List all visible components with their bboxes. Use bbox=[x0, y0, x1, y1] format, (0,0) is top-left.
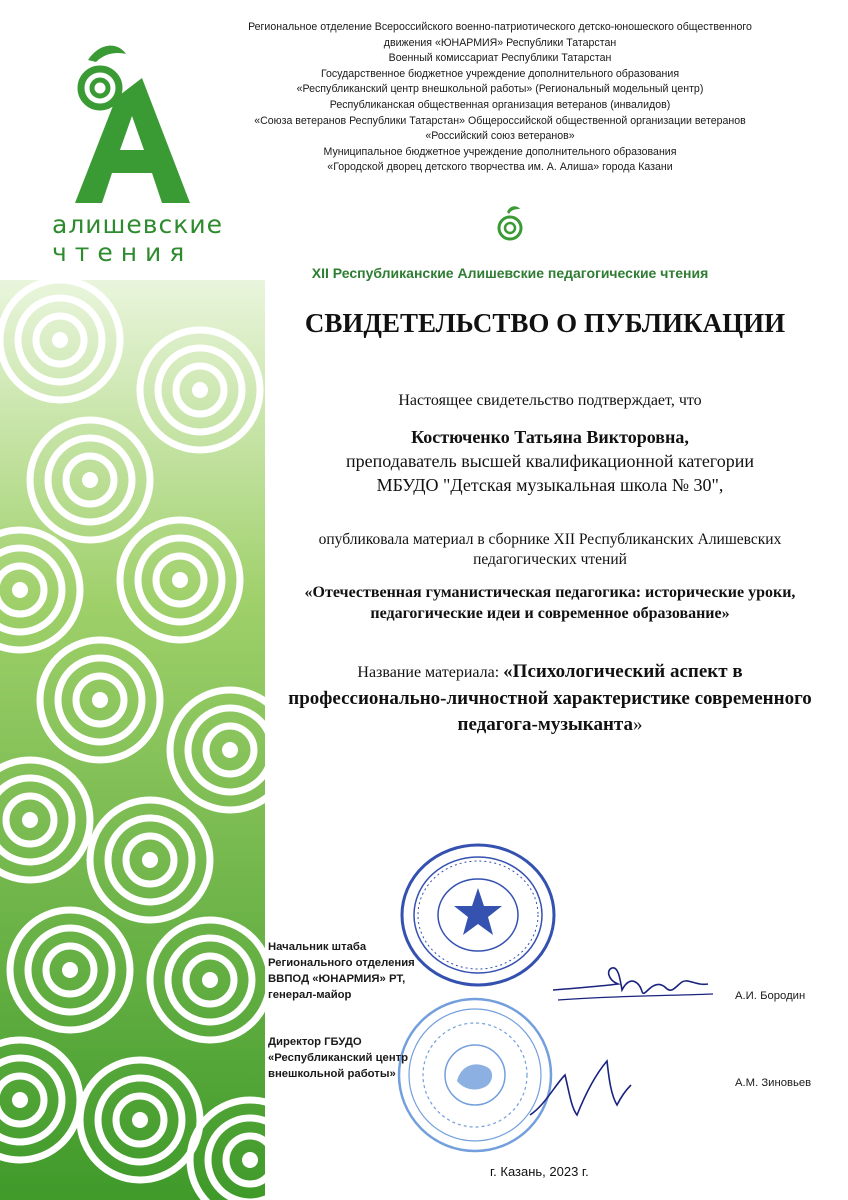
signer1-name: А.И. Бородин bbox=[735, 990, 806, 1002]
signer1-role-line: ВВПОД «ЮНАРМИЯ» РТ, bbox=[268, 973, 406, 985]
header-org-line: «Российский союз ветеранов» bbox=[425, 130, 575, 143]
header-org-line: «Городской дворец детского творчества им. А. Алиша» города Казани bbox=[327, 161, 673, 174]
signer2-role bbox=[268, 1034, 408, 1082]
signer2-name: А.М. Зиновьев bbox=[735, 1077, 812, 1089]
header-organizations bbox=[200, 20, 800, 176]
signer2-role-line: «Республиканский центр bbox=[268, 1052, 409, 1064]
yunarmiya-stamp bbox=[398, 840, 558, 990]
material-line-1 bbox=[260, 659, 840, 686]
material-closing-quote: » bbox=[632, 714, 643, 735]
person-name: Костюченко Татьяна Викторовна, bbox=[411, 427, 689, 447]
confirmation-text: Настоящее свидетельство подтверждает, что bbox=[398, 392, 702, 409]
city-date: г. Казань, 2023 г. bbox=[490, 1164, 589, 1179]
signer2-role-line: внешкольной работы» bbox=[268, 1068, 396, 1080]
signer2-role-line: Директор ГБУДО bbox=[268, 1036, 362, 1048]
header-org-line: Муниципальное бюджетное учреждение дополнительного образования bbox=[323, 145, 677, 158]
material-title-part3: педагога-музыканта bbox=[457, 714, 633, 735]
apple-spiral-icon bbox=[495, 204, 525, 242]
decorative-spiral-art bbox=[0, 280, 265, 1200]
signer1-role-line: генерал-майор bbox=[268, 989, 352, 1001]
material-title-part2: профессионально-личностной характеристике современного bbox=[288, 688, 812, 709]
signature-zinovyev bbox=[525, 1045, 635, 1135]
header-org-line: движения «ЮНАРМИЯ» Республики Татарстан bbox=[383, 36, 617, 49]
header-org-line: Региональное отделение Всероссийского военно-патриотического детско-юношеского общественного bbox=[248, 21, 752, 33]
collection-line: «Отечественная гуманистическая педагогика: исторические уроки, bbox=[304, 584, 796, 601]
material-block bbox=[260, 659, 840, 738]
published-line: опубликовала материал в сборнике XII Республиканских Алишевских bbox=[318, 531, 782, 548]
published-line: педагогических чтений bbox=[473, 551, 627, 568]
published-statement bbox=[260, 530, 840, 570]
signer1-role bbox=[268, 939, 415, 1003]
material-line-3 bbox=[260, 712, 840, 738]
material-title-part1: «Психологический аспект в bbox=[503, 661, 743, 682]
collection-line: педагогические идеи и современное образование» bbox=[370, 605, 730, 622]
person-position: преподаватель высшей квалификационной категории bbox=[345, 451, 755, 471]
material-label: Название материала: bbox=[357, 664, 504, 681]
header-org-line: Военный комиссариат Республики Татарстан bbox=[388, 52, 612, 65]
event-title: XII Республиканские Алишевские педагогические чтения bbox=[311, 265, 709, 281]
document-title: СВИДЕТЕЛЬСТВО О ПУБЛИКАЦИИ bbox=[304, 308, 786, 338]
person-organization: МБУДО "Детская музыкальная школа № 30", bbox=[376, 475, 724, 495]
collection-title bbox=[260, 582, 840, 624]
signer1-role-line: Начальник штаба bbox=[268, 941, 367, 953]
logo-text-line1: алишевские bbox=[52, 210, 224, 239]
header-org-line: Республиканская общественная организация ветеранов (инвалидов) bbox=[329, 98, 671, 111]
header-org-line: «Республиканский центр внешкольной работы» (Региональный модельный центр) bbox=[296, 83, 704, 96]
logo-text-line2: чтения bbox=[52, 238, 193, 267]
signer1-role-line: Регионального отделения bbox=[268, 957, 415, 969]
header-org-line: Государственное бюджетное учреждение дополнительного образования bbox=[320, 67, 680, 80]
signature-borodin bbox=[548, 960, 718, 1020]
header-org-line: «Союза ветеранов Республики Татарстан» Общероссийской общественной организации ветеранов bbox=[254, 114, 746, 127]
